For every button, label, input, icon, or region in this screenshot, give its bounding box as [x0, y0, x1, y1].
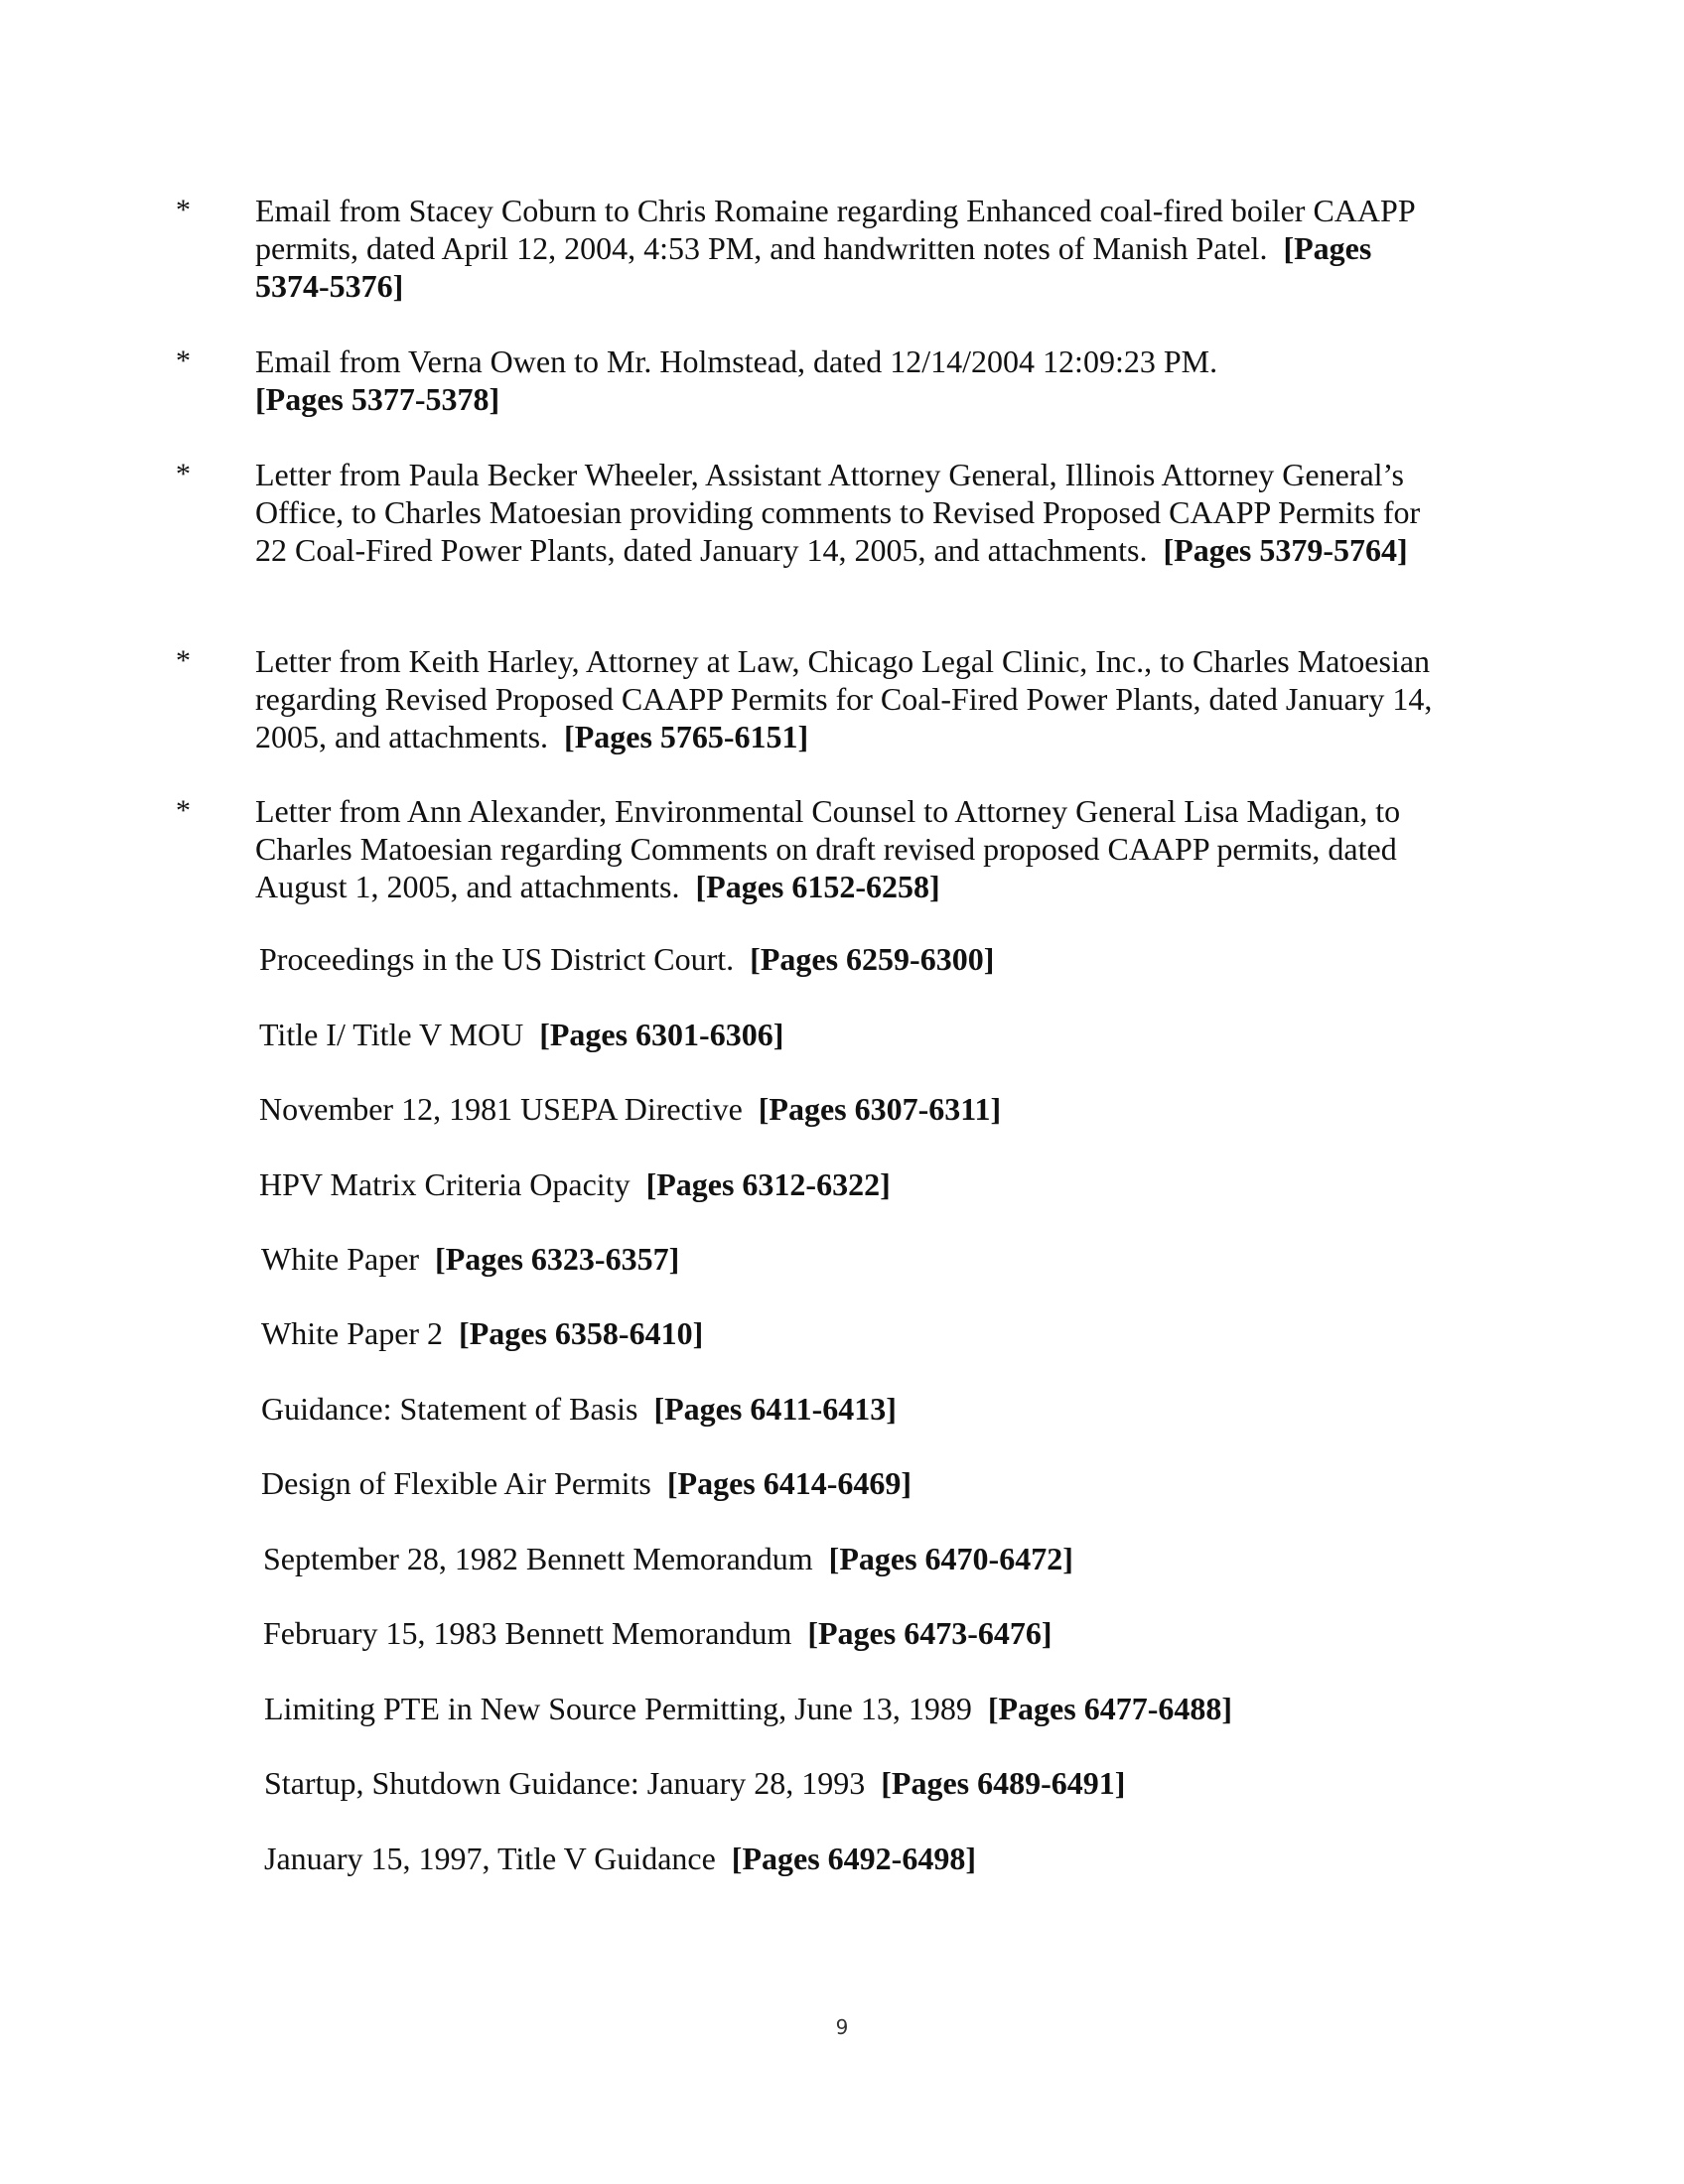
entry-description: September 28, 1982 Bennett Memorandum	[263, 1541, 813, 1576]
page-reference: [Pages 5765-6151]	[564, 719, 809, 754]
list-item	[259, 1165, 1550, 1203]
bullet-item	[176, 792, 1447, 905]
page-reference: [Pages 6489-6491]	[881, 1765, 1126, 1801]
entry-description: Limiting PTE in New Source Permitting, June 13, 1989	[264, 1691, 972, 1726]
page-reference: [Pages 6477-6488]	[987, 1691, 1232, 1726]
entry-description: February 15, 1983 Bennett Memorandum	[263, 1615, 792, 1651]
bullet-marker: *	[176, 794, 191, 827]
entry-description: Email from Stacey Coburn to Chris Romaine regarding Enhanced coal-fired boiler CAAPP permits, dated April 12, 2004, 4:53 PM, and handwritten notes of Manish Patel.	[255, 193, 1415, 266]
entry-description: White Paper	[261, 1241, 420, 1277]
list-item	[261, 1314, 1552, 1352]
entry-description: Startup, Shutdown Guidance: January 28, 1993	[264, 1765, 866, 1801]
page-reference: [Pages 6473-6476]	[807, 1615, 1052, 1651]
page-reference: [Pages 6492-6498]	[731, 1841, 976, 1876]
list-item	[261, 1464, 1552, 1502]
entry-description: Letter from Keith Harley, Attorney at Law, Chicago Legal Clinic, Inc., to Charles Matoesian regarding Revised Proposed CAAPP Permits for Coal-Fired Power Plants, dated January 14, 2005, and attachments.	[255, 643, 1433, 754]
bullet-marker: *	[176, 458, 191, 490]
bullet-text	[255, 792, 1447, 905]
list-item	[263, 1540, 1554, 1577]
entry-description: HPV Matrix Criteria Opacity	[259, 1166, 631, 1202]
page-reference: [Pages 6152-6258]	[695, 869, 940, 904]
page-number: 9	[835, 2015, 849, 2039]
page-reference: [Pages 6358-6410]	[459, 1315, 704, 1351]
entry-description: Letter from Ann Alexander, Environmental Counsel to Attorney General Lisa Madigan, to Charles Matoesian regarding Comments on draft revised proposed CAAPP permits, dated August 1, 2005, and attachments.	[255, 793, 1401, 904]
entry-description: Design of Flexible Air Permits	[261, 1465, 651, 1501]
page-reference: [Pages 6259-6300]	[750, 941, 995, 977]
list-item	[264, 1690, 1555, 1727]
bullet-text	[255, 342, 1447, 418]
bullet-marker: *	[176, 644, 191, 677]
page-reference: [Pages 5377-5378]	[255, 381, 500, 417]
bullet-marker: *	[176, 344, 191, 377]
list-item	[261, 1240, 1552, 1278]
bullet-text	[255, 192, 1447, 305]
bullet-item	[176, 192, 1447, 305]
bullet-item	[176, 456, 1447, 569]
entry-description: Title I/ Title V MOU	[259, 1017, 524, 1052]
list-item	[261, 1390, 1552, 1428]
bullet-item	[176, 342, 1447, 418]
list-item	[259, 1090, 1550, 1128]
page-reference: [Pages 6323-6357]	[435, 1241, 680, 1277]
list-item	[264, 1840, 1555, 1877]
page-reference: [Pages 6312-6322]	[645, 1166, 891, 1202]
list-item	[263, 1614, 1554, 1652]
entry-description: November 12, 1981 USEPA Directive	[259, 1091, 743, 1127]
entry-description: Proceedings in the US District Court.	[259, 941, 735, 977]
page-reference: [Pages 5374-5376]	[255, 230, 1372, 304]
list-item	[259, 940, 1550, 978]
entry-description: Email from Verna Owen to Mr. Holmstead, dated 12/14/2004 12:09:23 PM.	[255, 343, 1218, 379]
list-item	[264, 1764, 1555, 1802]
bullet-marker: *	[176, 194, 191, 226]
entry-description: Letter from Paula Becker Wheeler, Assistant Attorney General, Illinois Attorney General’s Office, to Charles Matoesian providing comments to Revised Proposed CAAPP Permits for 22 Coal-Fired Power Plants, dated January 14, 2005, and attachments.	[255, 457, 1421, 568]
entry-description: January 15, 1997, Title V Guidance	[264, 1841, 716, 1876]
page-reference: [Pages 6414-6469]	[666, 1465, 912, 1501]
list-item	[259, 1016, 1550, 1053]
bullet-text	[255, 642, 1447, 755]
entry-description: White Paper 2	[261, 1315, 444, 1351]
page-reference: [Pages 6301-6306]	[539, 1017, 784, 1052]
bullet-text	[255, 456, 1447, 569]
page-reference: [Pages 6307-6311]	[758, 1091, 1002, 1127]
entry-description: Guidance: Statement of Basis	[261, 1391, 638, 1427]
page-reference: [Pages 6411-6413]	[653, 1391, 897, 1427]
page-reference: [Pages 6470-6472]	[828, 1541, 1073, 1576]
bullet-item	[176, 642, 1447, 755]
page-reference: [Pages 5379-5764]	[1163, 532, 1408, 568]
